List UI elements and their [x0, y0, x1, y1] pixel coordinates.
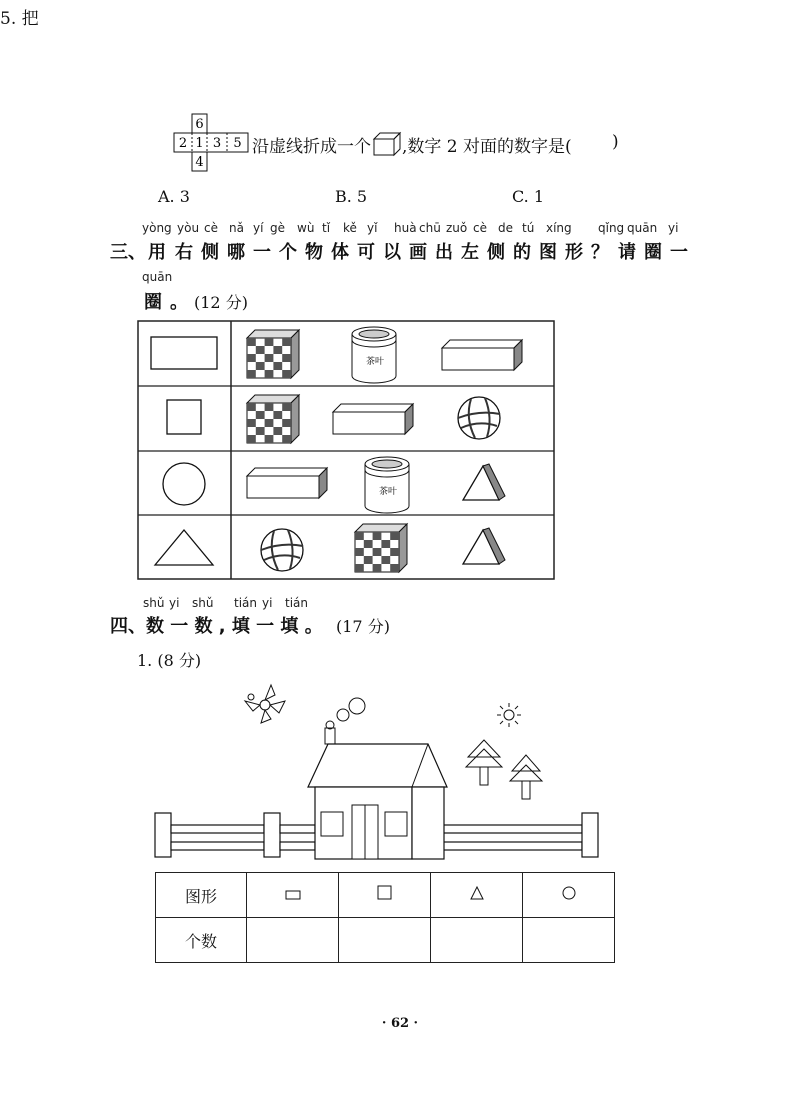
rubik-cube[interactable] [247, 330, 299, 378]
pinyin-syllable: yòu [177, 221, 200, 235]
count-input-cell[interactable] [247, 918, 339, 963]
pinyin-syllable: yi [262, 596, 273, 610]
pinyin-syllable: nǎ [229, 221, 244, 235]
pinyin-syllable: gè [270, 221, 285, 235]
title-char: 左 [461, 242, 479, 263]
pinyin-syllable: wù [297, 221, 315, 235]
title-char: 形 [565, 242, 583, 263]
pinyin-syllable: kě [343, 221, 357, 235]
tea-label: 茶叶 [366, 357, 385, 367]
triangular-prism[interactable] [463, 528, 505, 564]
title-char: 请 [618, 242, 636, 263]
pinyin-syllable: cè [473, 221, 487, 235]
pinyin-syllable: de [498, 221, 513, 235]
window [321, 812, 343, 836]
pinyin-syllable: zuǒ [446, 221, 468, 235]
net-cell: 1 [195, 136, 204, 151]
title-char: 、 [128, 242, 146, 263]
cube-icon [372, 131, 402, 157]
net-bottom: 4 [195, 155, 204, 170]
title-char: 个 [279, 242, 297, 263]
tree-figure [510, 755, 542, 799]
net-cell: 2 [178, 136, 188, 151]
pinyin-syllable: yi [668, 221, 679, 235]
triangle-icon [431, 873, 523, 918]
section4-title: 四、数 一 数 , 填 一 填 。 [110, 616, 323, 637]
pinyin-syllable: yí [253, 221, 264, 235]
house-fence-picture [150, 675, 610, 865]
title-char: 出 [435, 242, 453, 263]
section3-score: (12 分) [194, 293, 248, 312]
tree-figure [466, 740, 502, 785]
shapes-objects-table [137, 320, 557, 582]
pinyin-syllable: quān [627, 221, 658, 235]
title-char: 侧 [201, 242, 219, 263]
title-char: 哪 [227, 242, 245, 263]
title-char: 图 [539, 242, 557, 263]
triangular-prism[interactable] [463, 464, 505, 500]
q5-text-end: ,数字 2 对面的数字是( [402, 137, 572, 157]
title-char: 一 [253, 242, 271, 263]
option-a[interactable]: A. 3 [158, 187, 190, 206]
section3-line2-char: 圈 [144, 292, 162, 313]
page-number: · 62 · [381, 1016, 419, 1031]
title-char: ？ [591, 242, 609, 263]
pinyin-syllable: tú [522, 221, 535, 235]
section3-line2-punct: 。 [170, 292, 188, 313]
row-label-shape: 图形 [156, 873, 247, 918]
rectangle-icon [247, 873, 339, 918]
triangle-shape [155, 530, 213, 565]
ball[interactable] [458, 397, 500, 439]
option-c[interactable]: C. 1 [512, 187, 545, 206]
roof [308, 744, 447, 787]
q5-number: 5. 把 [0, 9, 39, 29]
ball[interactable] [261, 529, 303, 571]
title-char: 侧 [487, 242, 505, 263]
cuboid[interactable] [247, 468, 327, 498]
row-label-count: 个数 [156, 918, 247, 963]
subquestion-1: 1. (8 分) [137, 651, 202, 670]
title-char: 右 [175, 242, 193, 263]
chimney [325, 728, 335, 744]
pinyin-syllable: yòng [142, 221, 172, 235]
net-cell: 5 [233, 136, 242, 151]
net-top: 6 [195, 117, 204, 132]
cuboid[interactable] [442, 340, 522, 370]
pinyin-syllable: tián [285, 596, 308, 610]
answer-paren-close[interactable]: ) [612, 132, 619, 152]
tea-label: 茶叶 [379, 487, 398, 497]
title-char: 可 [357, 242, 375, 263]
cuboid[interactable] [333, 404, 413, 434]
tea-can[interactable] [365, 457, 409, 513]
pinyin-syllable: cè [204, 221, 218, 235]
rubik-cube[interactable] [247, 395, 299, 443]
pinyin-syllable: yǐ [367, 221, 378, 235]
rectangle-shape [151, 337, 217, 369]
option-b[interactable]: B. 5 [335, 187, 368, 206]
title-char: 圈 [644, 242, 662, 263]
bird-figure [245, 685, 285, 723]
net-cell: 3 [212, 136, 222, 151]
title-char: 一 [670, 242, 688, 263]
pinyin-syllable: chū [419, 221, 441, 235]
square-icon [339, 873, 431, 918]
sun-figure [497, 703, 521, 727]
circle-shape [163, 463, 205, 505]
circle-icon [523, 873, 615, 918]
title-char: 三 [110, 242, 128, 263]
title-char: 以 [383, 242, 401, 263]
section3-line2-pinyin: quān [142, 270, 173, 284]
pinyin-syllable: tián [234, 596, 257, 610]
title-char: 体 [331, 242, 349, 263]
pinyin-syllable: huà [394, 221, 417, 235]
cube-net-figure [170, 112, 252, 174]
window [385, 812, 407, 836]
tea-can[interactable] [352, 327, 396, 383]
title-char: 的 [513, 242, 531, 263]
title-char: 用 [148, 242, 166, 263]
rubik-cube[interactable] [355, 524, 407, 572]
pinyin-syllable: shǔ [143, 596, 165, 610]
square-shape [167, 400, 201, 434]
title-char: 物 [305, 242, 323, 263]
section4-score: (17 分) [336, 617, 390, 636]
q5-text-mid: 沿虚线折成一个 [252, 137, 371, 157]
count-input-cell[interactable] [339, 918, 431, 963]
pinyin-syllable: xíng [546, 221, 572, 235]
pinyin-syllable: tǐ [322, 221, 331, 235]
pinyin-syllable: shǔ [192, 596, 214, 610]
pinyin-syllable: qǐng [598, 221, 625, 235]
count-input-cell[interactable] [523, 918, 615, 963]
title-char: 画 [409, 242, 427, 263]
pinyin-syllable: yi [169, 596, 180, 610]
count-table [155, 872, 615, 963]
count-input-cell[interactable] [431, 918, 523, 963]
